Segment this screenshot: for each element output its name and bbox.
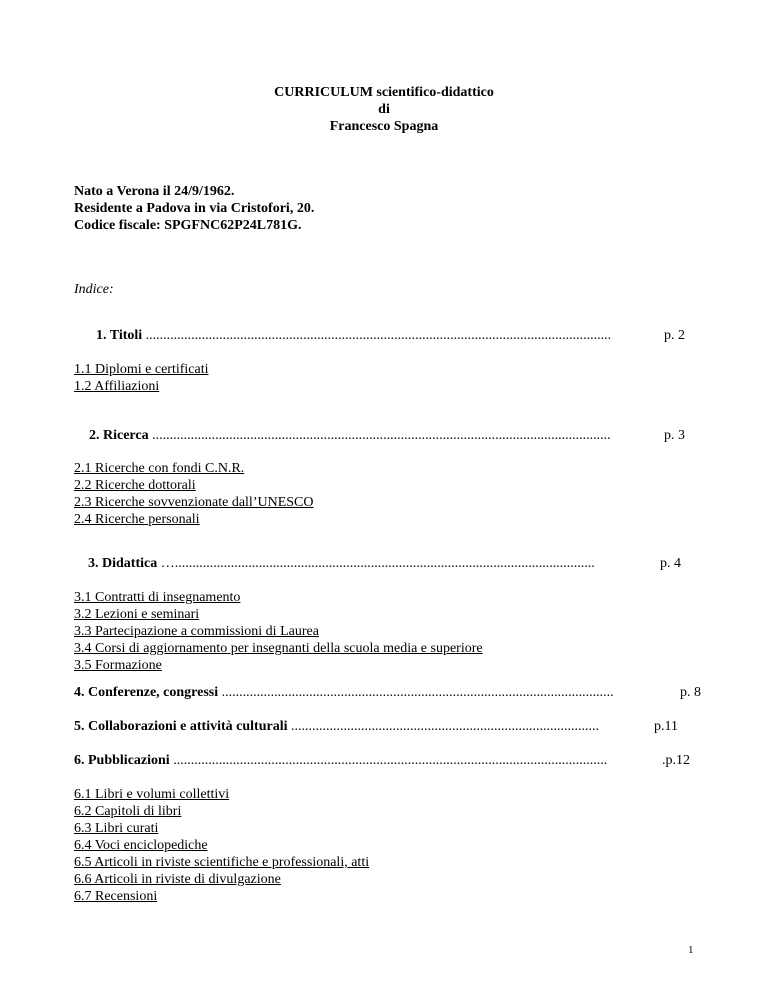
toc-leader-dots: ..................................................................................................................................... <box>142 328 612 343</box>
toc-sublist-pubblicazioni <box>74 786 369 905</box>
tax-code-info: Codice fiscale: SPGFNC62P24L781G. <box>74 218 302 233</box>
toc-entry-didattica[interactable] <box>88 555 660 572</box>
toc-subitem[interactable]: 6.6 Articoli in riviste di divulgazione <box>74 872 281 887</box>
document-title <box>0 84 768 135</box>
toc-entry-number: 6 <box>74 753 81 768</box>
toc-entry-label: 2. Ricerca <box>89 428 149 443</box>
toc-entry-label: . Conferenze, congressi <box>81 685 219 700</box>
toc-page-pubblicazioni: .p.12 <box>662 753 690 768</box>
toc-entry-conferenze[interactable] <box>74 684 682 701</box>
toc-page-conferenze: p. 8 <box>680 685 701 700</box>
toc-subitem[interactable]: 3.3 Partecipazione a commissioni di Laurea <box>74 624 319 639</box>
toc-leader-dots: …........................................................................................................................ <box>157 556 595 571</box>
toc-leader-dots: ............................................................................................................................ <box>169 753 608 768</box>
toc-entry-pubblicazioni[interactable] <box>74 752 664 769</box>
toc-subitem[interactable]: 2.4 Ricerche personali <box>74 512 200 527</box>
toc-subitem[interactable]: 6.5 Articoli in riviste scientifiche e professionali, atti <box>74 855 370 870</box>
page-number: 1 <box>688 944 694 956</box>
residence-info: Residente a Padova in via Cristofori, 20. <box>74 201 315 216</box>
title-line-2: di <box>378 102 390 117</box>
index-heading: Indice: <box>74 282 114 297</box>
toc-entry-titoli[interactable] <box>96 327 696 344</box>
title-line-1: CURRICULUM scientifico-didattico <box>274 85 494 100</box>
toc-subitem[interactable]: 6.2 Capitoli di libri <box>74 804 182 819</box>
toc-page-ricerca: p. 3 <box>664 428 685 443</box>
toc-subitem[interactable]: 3.4 Corsi di aggiornamento per insegnanti della scuola media e superiore <box>74 641 483 656</box>
toc-subitem[interactable]: 3.2 Lezioni e seminari <box>74 607 200 622</box>
toc-entry-label: 3. Didattica <box>88 556 158 571</box>
toc-subitem[interactable]: 3.1 Contratti di insegnamento <box>74 590 241 605</box>
toc-page-collaborazioni: p.11 <box>654 719 678 734</box>
toc-sublist-titoli <box>74 361 209 395</box>
toc-subitem[interactable]: 2.1 Ricerche con fondi C.N.R. <box>74 461 245 476</box>
toc-leader-dots: ................................................................................................................ <box>218 685 614 700</box>
toc-subitem[interactable]: 6.7 Recensioni <box>74 889 158 904</box>
toc-page-titoli: p. 2 <box>664 328 685 343</box>
toc-sublist-ricerca <box>74 460 314 528</box>
title-line-3: Francesco Spagna <box>329 119 439 134</box>
toc-leader-dots: ................................................................................................................................... <box>148 428 611 443</box>
toc-subitem[interactable]: 2.3 Ricerche sovvenzionate dall’UNESCO <box>74 495 314 510</box>
personal-info <box>74 183 314 234</box>
toc-subitem[interactable]: 6.3 Libri curati <box>74 821 159 836</box>
toc-subitem[interactable]: 6.1 Libri e volumi collettivi <box>74 787 230 802</box>
toc-subitem[interactable]: 1.1 Diplomi e certificati <box>74 362 209 377</box>
toc-entry-label: . Collaborazioni e attività culturali <box>81 719 288 734</box>
toc-sublist-didattica <box>74 589 483 674</box>
toc-entry-label: . Pubblicazioni <box>81 753 170 768</box>
toc-page-didattica: p. 4 <box>660 556 681 571</box>
toc-subitem[interactable]: 2.2 Ricerche dottorali <box>74 478 196 493</box>
toc-entry-number: 4 <box>74 685 81 700</box>
toc-entry-ricerca[interactable] <box>89 427 694 444</box>
toc-entry-label: 1. Titoli <box>96 328 143 343</box>
toc-subitem[interactable]: 1.2 Affiliazioni <box>74 379 160 394</box>
birth-info: Nato a Verona il 24/9/1962. <box>74 184 235 199</box>
toc-entry-collaborazioni[interactable] <box>74 718 654 735</box>
toc-subitem[interactable]: 6.4 Voci enciclopediche <box>74 838 208 853</box>
toc-entry-number: 5 <box>74 719 81 734</box>
toc-subitem[interactable]: 3.5 Formazione <box>74 658 162 673</box>
toc-leader-dots: ........................................................................................ <box>287 719 599 734</box>
